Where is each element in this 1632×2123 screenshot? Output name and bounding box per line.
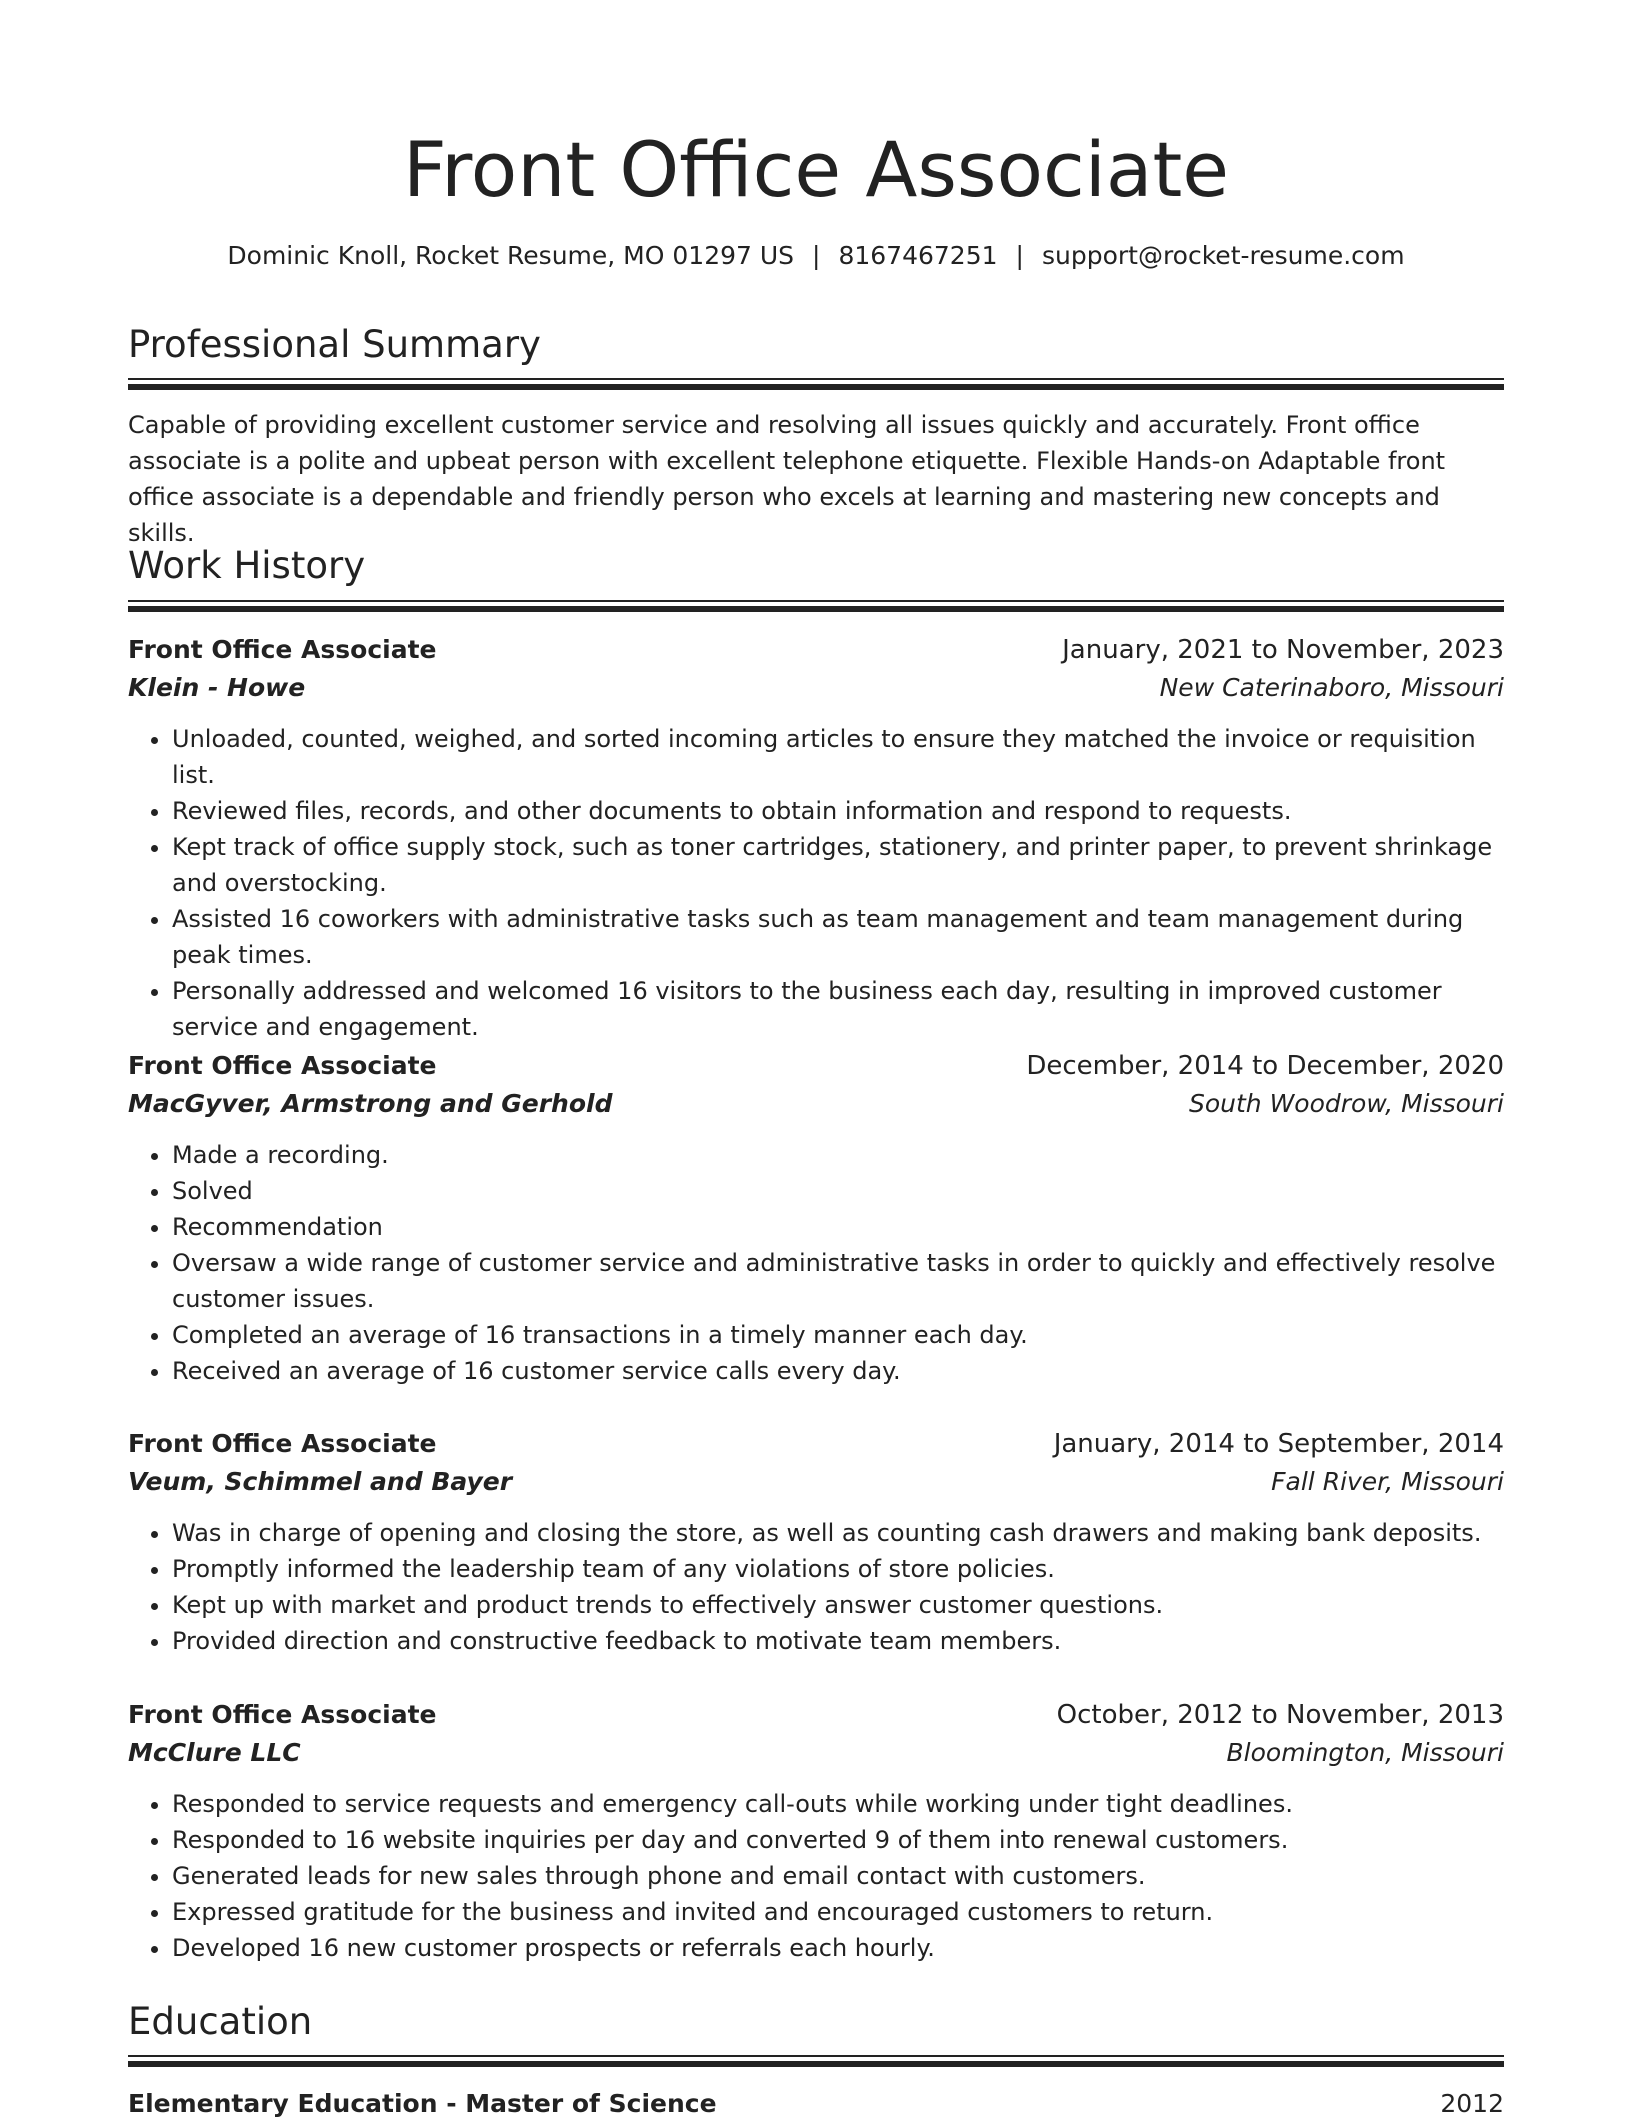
job-bullet: • Received an average of 16 customer service calls every day. (172, 1353, 1504, 1389)
job-location: New Caterinaboro, Missouri (1159, 673, 1504, 702)
job-bullet: • Unloaded, counted, weighed, and sorted incoming articles to ensure they matched the invoice or requisition list. (172, 721, 1504, 793)
job-bullet: • Responded to service requests and emergency call-outs while working under tight deadlines. (172, 1786, 1504, 1822)
job-bullets (128, 721, 1504, 1045)
job-bullet: • Was in charge of opening and closing the store, as well as counting cash drawers and making bank deposits. (172, 1515, 1504, 1551)
job-bullet: • Personally addressed and welcomed 16 visitors to the business each day, resulting in improved customer service and engagement. (172, 973, 1504, 1045)
education-degree: Elementary Education - Master of Science (128, 2089, 717, 2118)
job-company: Veum, Schimmel and Bayer (128, 1467, 513, 1496)
summary-text: Capable of providing excellent customer service and resolving all issues quickly and accurately. Front office associate is a polite and upbeat person with excellent telephone etiquette. Flexible Hands-on Adaptable front office associate is a dependable and friendly person who excels at learning and mastering new concepts and skills. (128, 411, 1446, 547)
section-heading-summary: Professional Summary (128, 323, 541, 366)
job-entry (128, 631, 1504, 1045)
job-bullet: • Completed an average of 16 transactions in a timely manner each day. (172, 1317, 1504, 1353)
contact-line (128, 238, 1504, 274)
job-bullet: • Kept up with market and product trends to effectively answer customer questions. (172, 1587, 1504, 1623)
job-location: Fall River, Missouri (1271, 1467, 1504, 1496)
job-bullet: • Generated leads for new sales through phone and email contact with customers. (172, 1858, 1504, 1894)
job-entry (128, 1696, 1504, 1966)
job-location: Bloomington, Missouri (1226, 1738, 1504, 1767)
job-entry (128, 1047, 1504, 1389)
job-dates: January, 2014 to September, 2014 (1053, 1429, 1504, 1459)
section-divider (128, 600, 1504, 610)
contact-separator: | (1015, 241, 1024, 270)
section-divider (128, 2055, 1504, 2065)
job-company: McClure LLC (128, 1738, 301, 1767)
job-bullet: • Promptly informed the leadership team of any violations of store policies. (172, 1551, 1504, 1587)
job-bullet: • Made a recording. (172, 1137, 1504, 1173)
job-dates: October, 2012 to November, 2013 (1056, 1700, 1504, 1730)
job-title: Front Office Associate (128, 1429, 437, 1458)
job-title: Front Office Associate (128, 1051, 437, 1080)
job-bullet: • Provided direction and constructive feedback to motivate team members. (172, 1623, 1504, 1659)
job-bullet: • Reviewed files, records, and other documents to obtain information and respond to requests. (172, 793, 1504, 829)
job-bullet: • Kept track of office supply stock, such as toner cartridges, stationery, and printer paper, to prevent shrinkage and overstocking. (172, 829, 1504, 901)
job-title: Front Office Associate (128, 1700, 437, 1729)
job-bullets (128, 1515, 1504, 1659)
education-entry (128, 2085, 1504, 2123)
resume-title: Front Office Associate (402, 125, 1230, 214)
contact-address: Dominic Knoll, Rocket Resume, MO 01297 US (227, 241, 795, 270)
job-bullet: • Oversaw a wide range of customer service and administrative tasks in order to quickly and effectively resolve customer issues. (172, 1245, 1504, 1317)
job-company: MacGyver, Armstrong and Gerhold (128, 1089, 613, 1118)
job-company: Klein - Howe (128, 673, 306, 702)
job-bullet: • Solved (172, 1173, 1504, 1209)
section-divider (128, 378, 1504, 388)
section-heading-work-history: Work History (128, 544, 366, 587)
job-entry (128, 1425, 1504, 1659)
job-bullet: • Responded to 16 website inquiries per day and converted 9 of them into renewal customers. (172, 1822, 1504, 1858)
job-bullets (128, 1137, 1504, 1389)
job-bullet: • Developed 16 new customer prospects or referrals each hourly. (172, 1930, 1504, 1966)
job-title: Front Office Associate (128, 635, 437, 664)
job-dates: January, 2021 to November, 2023 (1062, 635, 1504, 665)
contact-phone: 8167467251 (838, 241, 998, 270)
contact-email: support@rocket-resume.com (1041, 241, 1405, 270)
education-year: 2012 (1440, 2089, 1504, 2118)
contact-separator: | (812, 241, 821, 270)
section-heading-education: Education (128, 2000, 313, 2043)
job-bullet: • Recommendation (172, 1209, 1504, 1245)
job-bullet: • Assisted 16 coworkers with administrative tasks such as team management and team management during peak times. (172, 901, 1504, 973)
job-bullet: • Expressed gratitude for the business and invited and encouraged customers to return. (172, 1894, 1504, 1930)
job-bullets (128, 1786, 1504, 1966)
job-location: South Woodrow, Missouri (1188, 1089, 1504, 1118)
job-dates: December, 2014 to December, 2020 (1026, 1051, 1504, 1081)
